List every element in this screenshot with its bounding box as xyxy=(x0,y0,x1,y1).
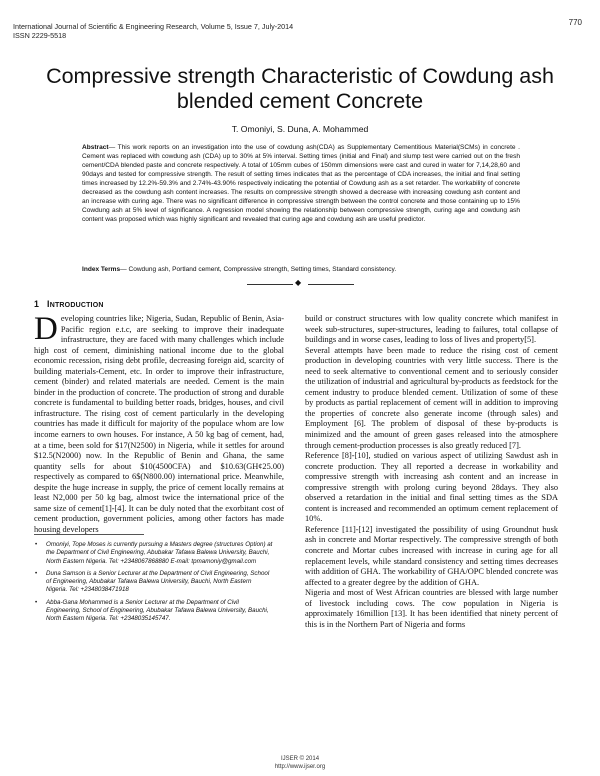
footnote-1 xyxy=(34,541,274,566)
paragraph-text: eveloping countries like; Nigeria, Sudan, Republic of Benin, Asia-Pacific region e.t.c, are seeking to improve their inadequate infrastructure, they are faced with many challenges which include high cost of cement, diminishing national income due to the global economic recession, rising debt profile, decreasing foreign aid, scarcity of building materials-Cement, etc. In order to improve their infrastructure, cement (binder) and related materials are needed. Cement is the main binder in the production of concrete. The production of strong and durable concrete is fundamental to building better roads, bridges, houses, and civil infrastructure. The rising cost of cement particularly in the developing countries has made it difficult for majority of the populace whom are low income earners to own houses. For instance, A 50 kg bag of cement, had, at a time, been sold for $17(N2500) in Nigeria, while it settles for around $12.5(N2000) now. In the Republic of Benin and Ghana, the same quantity sells for about $10(4500CFA) and $10.63(GH¢25.00) respectively as compared to 6$(N800.00) international price. Meanwhile, despite the huge increase in supply, the price of cement locally remains at least N2,000 per 50 kg bag, almost twice the international price of the same size of cement[1]-[4]. It can be duly noted that the exorbitant cost of cement production, government policies, among other factors has made housing developers xyxy=(34,314,284,534)
paragraph-3: Reference [8]-[10], studied on various aspect of utilizing Sawdust ash in concrete production. They all reported a decrease in workability and compressive strength with increasing ash content and an increase in compressive strength with prolong curing beyond 28days. They also observed a retardation in the initial and final setting times as the SDA content is increased and recommended an optimum cement replacement of 10%. xyxy=(305,451,558,524)
index-terms-label: Index Terms xyxy=(82,266,121,273)
index-terms xyxy=(82,265,520,274)
divider-diamond: ◆ xyxy=(295,278,302,287)
page-footer xyxy=(0,755,600,771)
running-header xyxy=(13,22,293,40)
page-number: 770 xyxy=(568,18,582,27)
section-number: 1 xyxy=(34,299,40,309)
abstract-label: Abstract xyxy=(82,144,109,151)
footnote-2 xyxy=(34,570,274,595)
index-terms-text: — Cowdung ash, Portland cement, Compressive strength, Setting times, Standard consistency. xyxy=(120,266,397,273)
divider-right xyxy=(308,284,354,285)
bullet-icon: • xyxy=(35,541,38,548)
footnote-text: Omoniyi, Tope Moses is currently pursuing a Masters degree (structures Option) at the Department of Civil Engineering, Abubakar Tafawa Balewa University, Bauchi, North Eastern Nigeria. Tel: +2348067868880 E-mail: tpmamoniy@gmail.com xyxy=(46,541,273,565)
divider-left xyxy=(247,284,293,285)
bullet-icon: • xyxy=(35,569,38,577)
footnote-3 xyxy=(34,599,274,624)
drop-cap: D xyxy=(34,311,58,347)
copyright: IJSER © 2014 xyxy=(280,756,320,762)
footnote-rule xyxy=(34,534,144,535)
column-right xyxy=(305,314,558,630)
journal-url[interactable]: http://www.ijser.org xyxy=(274,764,326,770)
author-list: T. Omoniyi, S. Duna, A. Mohammed xyxy=(231,124,369,134)
issn: ISSN 2229-5518 xyxy=(13,31,67,40)
section-title-initial: I xyxy=(47,299,50,309)
paragraph-5: Nigeria and most of West African countries are blessed with large number of livestock including cows. The cow population in Nigeria is approximately 16million [13]. It has been identified that ninety percent of this is in the Northern Part of Nigeria and forms xyxy=(305,588,558,629)
column-left xyxy=(34,311,284,535)
paragraph-4: Reference [11]-[12] investigated the possibility of using Groundnut husk ash in concrete and Mortar respectively. The compressive strength of both concrete and Mortar cubes increased with increase in curing age for all replacement levels, while standard consistency and setting times decreases with addition of GHA. The workability of GHA/OPC blended concrete was affected to a greater degree by the addition of GHA. xyxy=(305,524,558,587)
intro-paragraph-1 xyxy=(34,311,284,535)
paragraph-2: Several attempts have been made to reduce the rising cost of cement production in developing countries with very little success. There is the need to seek alternative to conventional cement and to seriously consider the utilization of industrial and agricultural by-products as feedstock for the cement industry to produce blended cement. Utilization of some of these by products as partial replacement of cement will in addition to improving the properties of concrete also generate income (through sales) and Employment [6]. The problem of disposal of these by-products is minimized and the amount of green gases released into the atmosphere through cement-production processes is also greatly reduced [7]. xyxy=(305,345,558,450)
journal-name: International Journal of Scientific & Engineering Research, Volume 5, Issue 7, July-2014 xyxy=(13,22,294,31)
bullet-icon: • xyxy=(35,598,38,606)
footnote-text: Abba-Gana Mohammed is a Senior Lecturer at the Department of Civil Engineering, School of Engineering, Abubakar Tafawa Balewa University, Bauchi, North Eastern Nigeria. Tel: +2348035145747. xyxy=(46,598,269,623)
section-heading xyxy=(34,299,104,309)
paper-title: Compressive strength Characteristic of Cowdung ash blended cement Concrete xyxy=(46,64,554,113)
footnote-text: Duna Samson is a Senior Lecturer at the Department of Civil Engineering, School of Engineering, Abubakar Tafawa Balewa University, Bauchi, North Eastern Nigeria. Tel: +2348038471918 xyxy=(46,569,270,594)
abstract-text: — This work reports on an investigation into the use of cowdung ash(CDA) as Supplementary Cementitious Material(SCMs) in concrete . Cement was replaced with cowdung ash (CDA) up to 30% at 5% interval. Setting times (initial and Final) and slump test were carried out on the fresh cement/CDA blended paste and concrete respectively. A total of 105mm cubes of 150mm dimensions were cast and cured in water for 7,14,28,60 and 90days and tested for compressive strength. The result of setting times indicates that as the percentage of CDA increases, the initial and final setting times increased by 12.2%-59.3% and 2.74%-43.90% respectively indicating the potential of Cowdung ash as a set retarder. The workability of concrete decreased as the cowdung ash content increases. The results on compressive strength showed a decrease with increasing cowdung ash content and an increase with curing age. There was no significant difference in compressive strength between the control concrete and those containing up to 15% Cowdung ash at 5% level of significance. A regression model showing the relationship between compressive strength, curing age and cowdung ash content was proposed which was highly significant and revealed that curing age and cowdung ash are useful predictor. xyxy=(82,144,520,224)
abstract xyxy=(82,143,520,224)
paragraph-1: build or construct structures with low quality concrete which manifest in week sub-structures, super-structures, leading to failures, total collapse of buildings and in worse cases, leading to loss of lives and property[5]. xyxy=(305,314,558,345)
section-title-rest: NTRODUCTION xyxy=(49,302,104,309)
footnotes xyxy=(34,541,274,628)
